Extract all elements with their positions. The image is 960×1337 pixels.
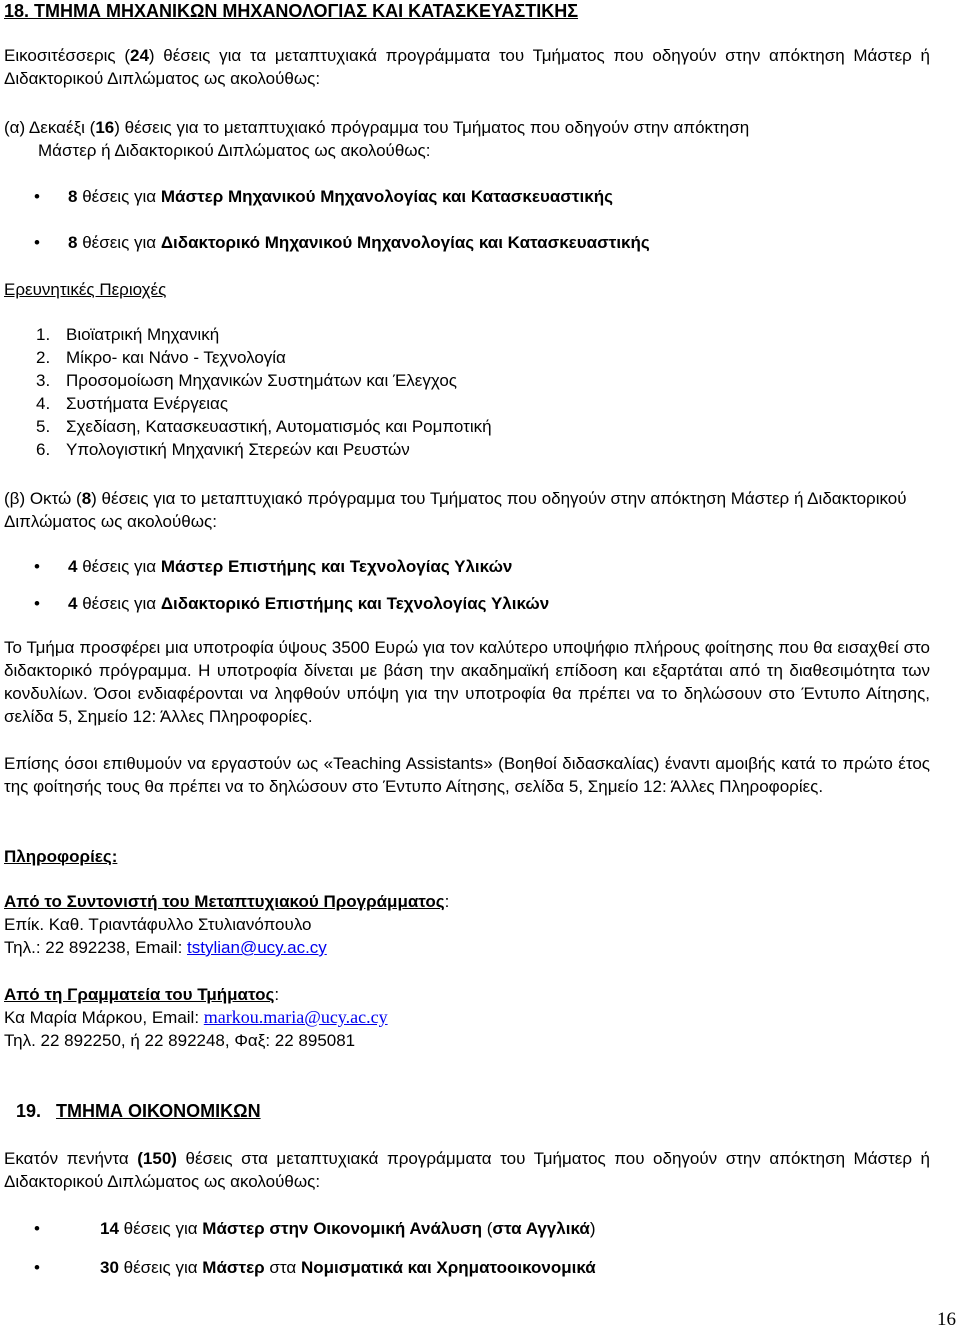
research-area-number: 1. bbox=[36, 325, 51, 344]
research-area-item bbox=[4, 438, 930, 461]
list-item: • 8 θέσεις για Διδακτορικό Μηχανικού Μηχανολογίας και Κατασκευαστικής bbox=[4, 231, 930, 254]
research-areas-list bbox=[4, 323, 930, 461]
research-area-number: 6. bbox=[36, 440, 51, 459]
coordinator-email-link[interactable]: tstylian@ucy.ac.cy bbox=[187, 938, 327, 957]
page-number: 16 bbox=[937, 1309, 956, 1330]
research-area-number: 2. bbox=[36, 348, 51, 367]
research-area-label: Βιοϊατρική Μηχανική bbox=[66, 325, 220, 344]
section-18-title: 18. ΤΜΗΜΑ ΜΗΧΑΝΙΚΩΝ ΜΗΧΑΝΟΛΟΓΙΑΣ ΚΑΙ ΚΑΤΑΣΚΕΥΑΣΤΙΚΗΣ bbox=[4, 1, 579, 21]
secretariat-contact: Από τη Γραμματεία του Τμήματος: Κα Μαρία Μάρκου, Email: markou.maria@ucy.ac.cy Τηλ. 22 892250, ή 22 892248, Φαξ: 22 895081 bbox=[4, 985, 388, 1050]
list-item: • 4 θέσεις για Διδακτορικό Επιστήμης και Τεχνολογίας Υλικών bbox=[4, 592, 930, 615]
research-area-label: Μίκρο- και Νάνο - Τεχνολογία bbox=[66, 348, 286, 367]
part-a-bullets bbox=[4, 185, 930, 254]
research-area-item bbox=[4, 323, 930, 346]
part-a-text: (α) Δεκαέξι (16) θέσεις για το μεταπτυχιακό πρόγραμμα του Τμήματος που οδηγούν στην απόκτηση Μάστερ ή Διδακτορικού Διπλώματος ως ακολούθως: bbox=[4, 118, 750, 160]
part-b-text: (β) Οκτώ (8) θέσεις για το μεταπτυχιακό πρόγραμμα του Τμήματος που οδηγούν στην απόκτηση Μάστερ ή Διδακτορικού Διπλώματος ως ακολούθως: bbox=[4, 489, 907, 531]
research-area-number: 5. bbox=[36, 417, 51, 436]
research-areas-title: Ερευνητικές Περιοχές bbox=[4, 280, 167, 299]
research-area-item bbox=[4, 369, 930, 392]
scholarship-paragraph: Το Τμήμα προσφέρει μια υποτροφία ύψους 3500 Ευρώ για τον καλύτερο υποψήφιο πλήρους φοίτησης που θα εισαχθεί στο διδακτορικό πρόγραμμα. Η υποτροφία δίνεται με βάση την ακαδημαϊκή επίδοση και εξαρτάται από τη διαθεσιμότητα των κονδυλίων. Όσοι ενδιαφέρονται να ληφθούν υπόψη για την υποτροφία θα πρέπει να το δηλώσουν στο Έντυπο Αίτησης, σελίδα 5, Σημείο 12: Άλλες Πληροφορίες. bbox=[4, 638, 930, 726]
list-item: • 4 θέσεις για Μάστερ Επιστήμης και Τεχνολογίας Υλικών bbox=[4, 555, 930, 578]
section-18-intro: Εικοσιτέσσερις (24) θέσεις για τα μεταπτυχιακά προγράμματα του Τμήματος που οδηγούν στην απόκτηση Μάστερ ή Διδακτορικού Διπλώματος ως ακολούθως: bbox=[4, 46, 930, 88]
section-19-title: 19. ΤΜΗΜΑ ΟΙΚΟΝΟΜΙΚΩΝ bbox=[16, 1101, 261, 1121]
secretariat-email-link[interactable]: markou.maria@ucy.ac.cy bbox=[203, 1007, 388, 1027]
list-item: • 8 θέσεις για Μάστερ Μηχανικού Μηχανολογίας και Κατασκευαστικής bbox=[4, 185, 930, 208]
part-b-bullets bbox=[4, 555, 930, 615]
coordinator-contact: Από το Συντονιστή του Μεταπτυχιακού Προγράμματος: Επίκ. Καθ. Τριαντάφυλλο Στυλιανόπουλο Τηλ.: 22 892238, Email: tstylian@ucy.ac.cy bbox=[4, 892, 450, 957]
research-area-number: 4. bbox=[36, 394, 51, 413]
list-item: • 14 θέσεις για Μάστερ στην Οικονομική Ανάλυση (στα Αγγλικά) bbox=[4, 1217, 930, 1240]
info-title: Πληροφορίες: bbox=[4, 847, 118, 866]
research-area-item bbox=[4, 346, 930, 369]
research-area-label: Προσομοίωση Μηχανικών Συστημάτων και Έλεγχος bbox=[66, 371, 457, 390]
research-area-label: Συστήματα Ενέργειας bbox=[66, 394, 229, 413]
research-area-label: Σχεδίαση, Κατασκευαστική, Αυτοματισμός και Ρομποτική bbox=[66, 417, 492, 436]
section-19-bullets bbox=[4, 1217, 930, 1279]
section-19-intro: Εκατόν πενήντα (150) θέσεις στα μεταπτυχιακά προγράμματα του Τμήματος που οδηγούν στην απόκτηση Μάστερ ή Διδακτορικού Διπλώματος ως ακολούθως: bbox=[4, 1149, 930, 1191]
teaching-assistants-paragraph: Επίσης όσοι επιθυμούν να εργαστούν ως «Teaching Assistants» (Βοηθοί διδασκαλίας) έναντι αμοιβής κατά το πρώτο έτος της φοίτησής τους θα πρέπει να το δηλώσουν στο Έντυπο Αίτησης, σελίδα 5, Σημείο 12: Άλλες Πληροφορίες. bbox=[4, 754, 930, 796]
research-area-item bbox=[4, 392, 930, 415]
research-area-number: 3. bbox=[36, 371, 51, 390]
research-area-label: Υπολογιστική Μηχανική Στερεών και Ρευστών bbox=[66, 440, 410, 459]
list-item: • 30 θέσεις για Μάστερ στα Νομισματικά και Χρηματοοικονομικά bbox=[4, 1256, 930, 1279]
research-area-item bbox=[4, 415, 930, 438]
